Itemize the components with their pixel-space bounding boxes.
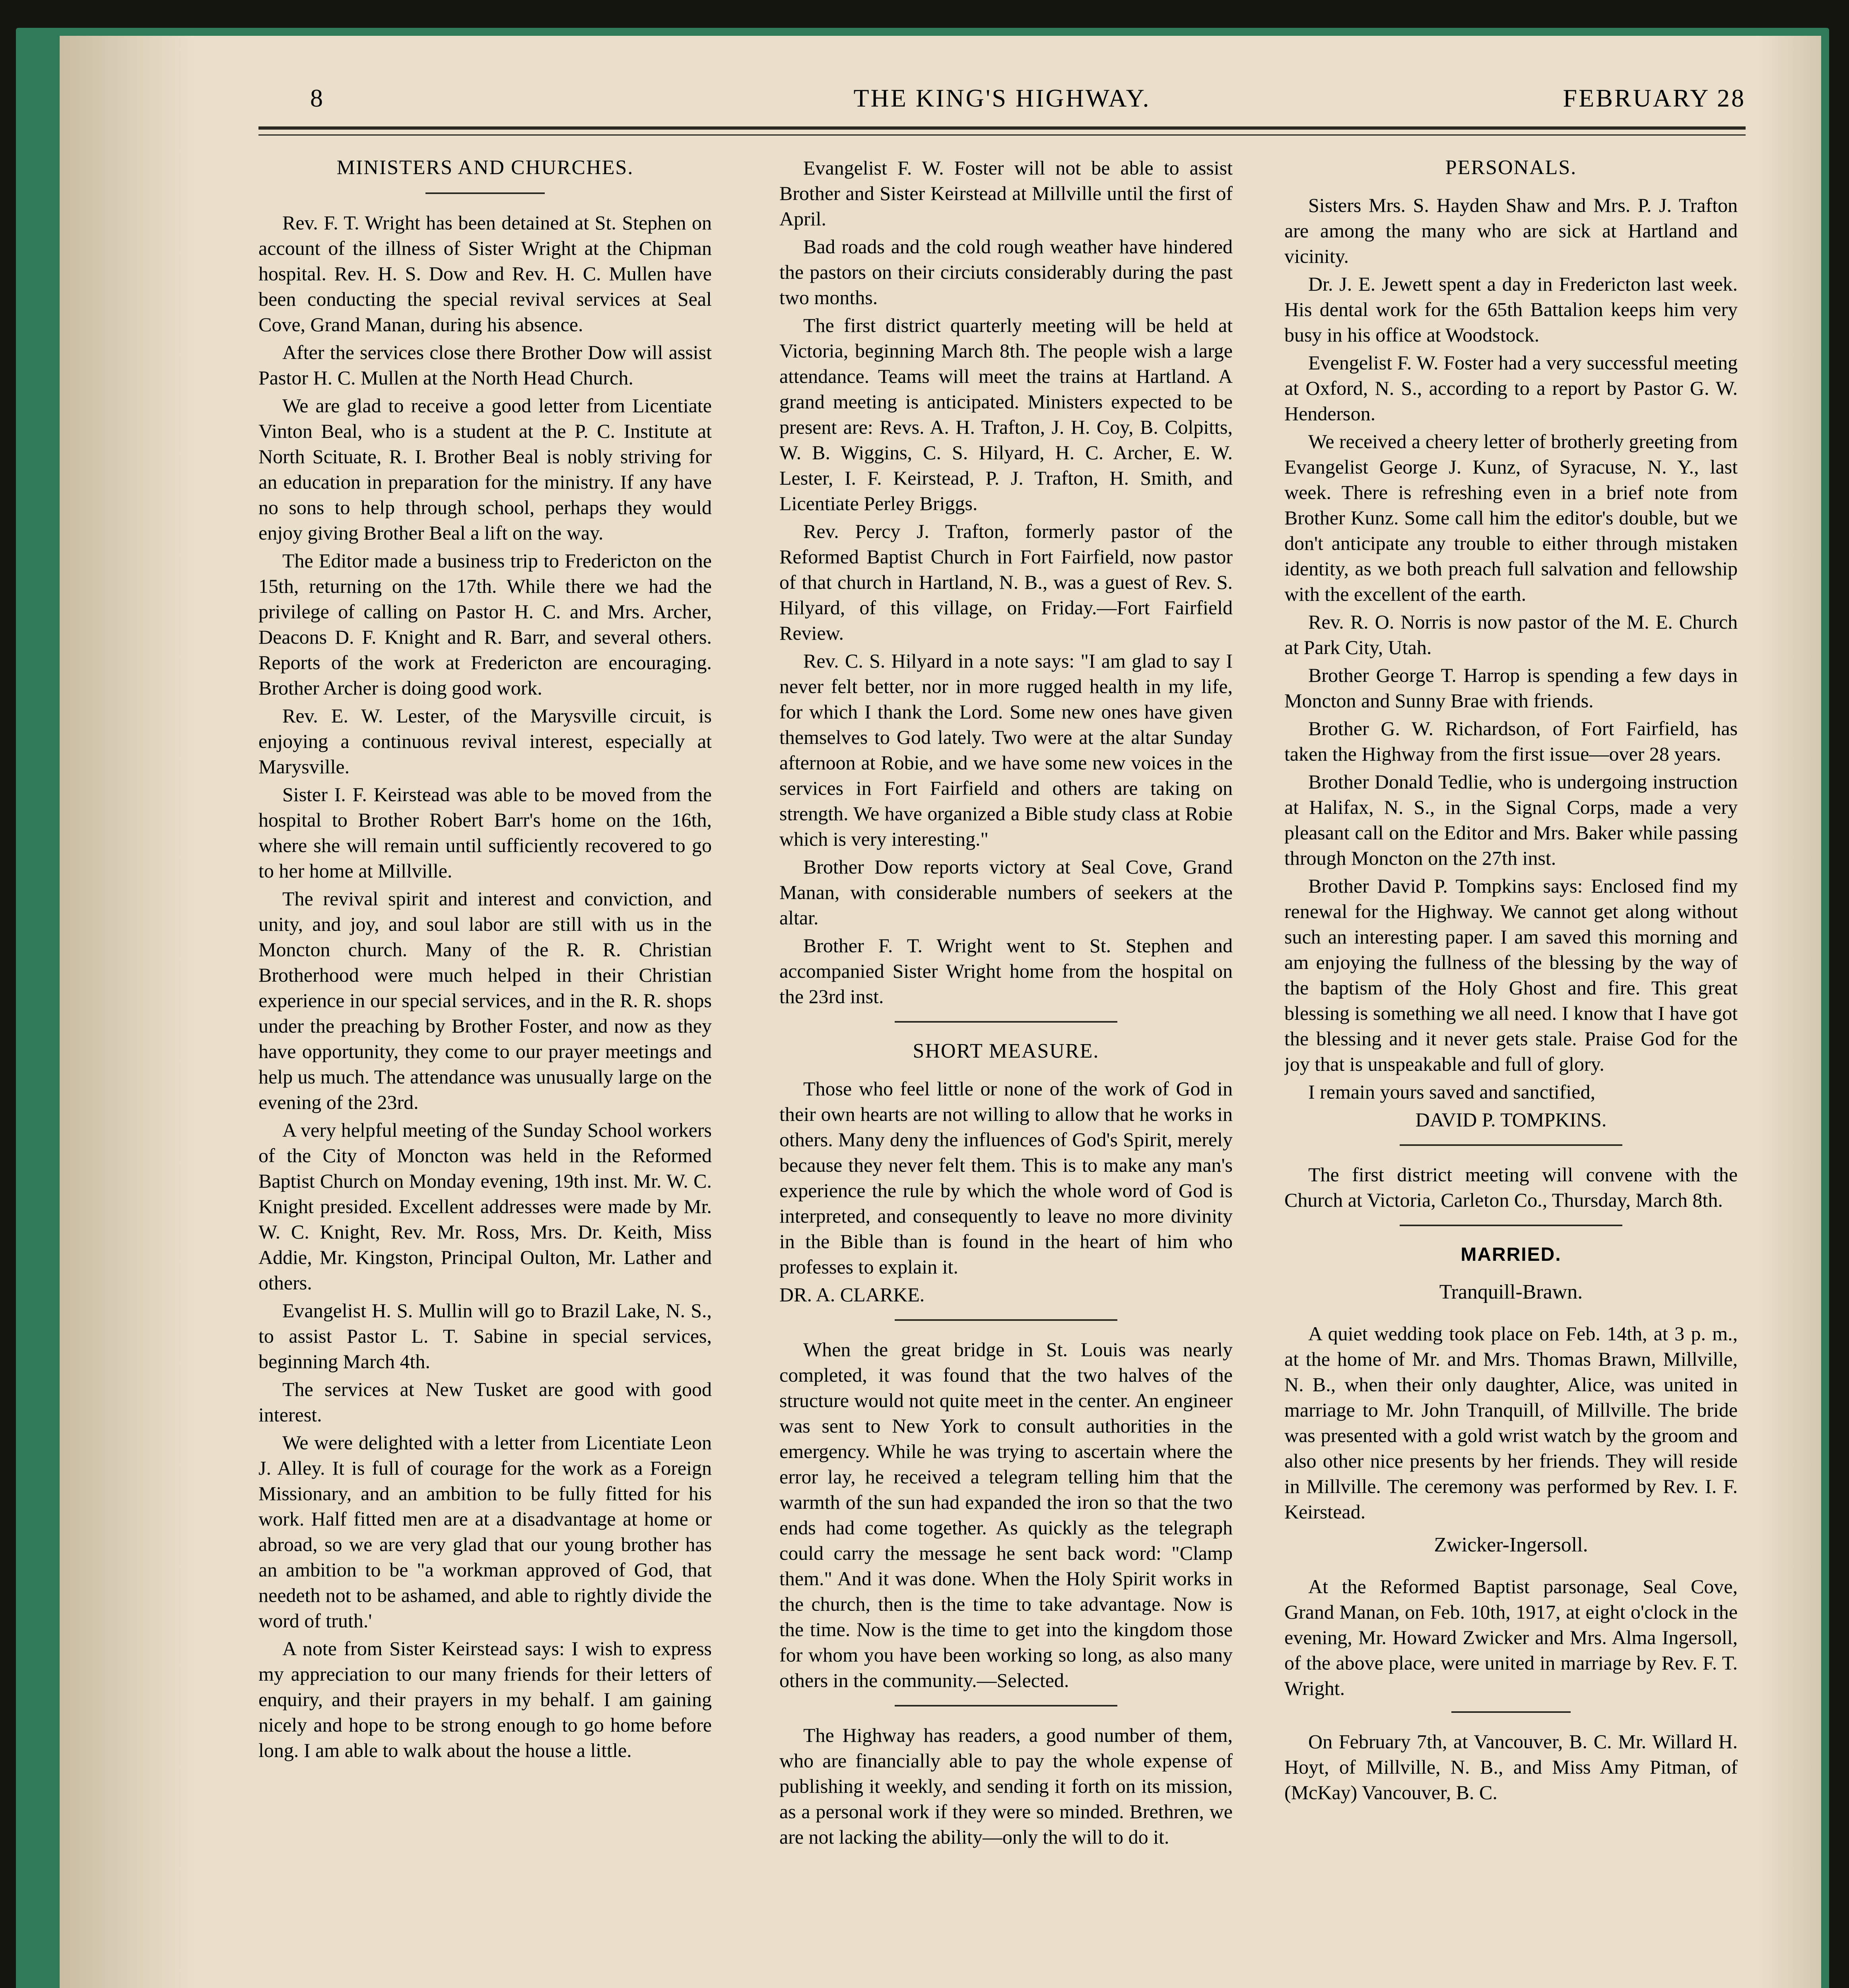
section-divider bbox=[895, 1319, 1117, 1321]
article-paragraph: Evangelist F. W. Foster will not be able to assist Brother and Sister Keirstead at Millville until the first of April. bbox=[779, 157, 1233, 230]
article-paragraph: Brother Donald Tedlie, who is undergoing instruction at Halifax, N. S., in the Signal Corps, made a very pleasant call on the Editor and Mrs. Baker while passing through Moncton on the 27th inst. bbox=[1284, 771, 1738, 869]
section-divider bbox=[895, 1021, 1117, 1023]
article-paragraph: A note from Sister Keirstead says: I wish to express my appreciation to our many friends for their letters of enquiry, and their prayers in my behalf. I am gaining nicely and hope to be strong enough to go home before long. I am able to walk about the house a little. bbox=[258, 1637, 712, 1761]
article-paragraph: We received a cheery letter of brotherly greeting from Evangelist George J. Kunz, of Syracuse, N. Y., last week. There is refreshing even in a brief note from Brother Kunz. Some call him the editor's double, but we don't anticipate any trouble to either through mistaken identity, as we both preach full salvation and fellowship with the excellent of the earth. bbox=[1284, 430, 1738, 605]
article-paragraph: Evangelist H. S. Mullin will go to Brazil Lake, N. S., to assist Pastor L. T. Sabine in special services, beginning March 4th. bbox=[258, 1299, 712, 1373]
newspaper-title: THE KING'S HIGHWAY. bbox=[853, 84, 1151, 112]
letter-closing: I remain yours saved and sanctified, bbox=[1308, 1081, 1595, 1103]
article-paragraph: Those who feel little or none of the work of God in their own hearts are not willing to allow that he works in others. Many deny the influences of God's Spirit, merely because they never felt them. This is to make any man's experience the rule by which the whole word of God is interpreted, and consequently to leave no more divinity in the Bible than is found in the heart of him who professes to explain it. bbox=[779, 1077, 1233, 1278]
section-heading-married: MARRIED. bbox=[1461, 1244, 1562, 1265]
section-heading-ministers: MINISTERS AND CHURCHES. bbox=[336, 156, 634, 179]
article-signature: DR. A. CLARKE. bbox=[779, 1283, 925, 1306]
page-edge bbox=[1758, 36, 1821, 1988]
section-divider bbox=[1451, 1711, 1571, 1713]
article-paragraph: A quiet wedding took place on Feb. 14th, at 3 p. m., at the home of Mr. and Mrs. Thomas Brawn, Millville, N. B., when their only daughter, Alice, was united in marriage to Mr. John Tranquill, of Millville. The bride was presented with a gold wrist watch by the groom and also other nice presents by her friends. They will reside in Millville. The ceremony was performed by Rev. I. F. Keirstead. bbox=[1284, 1322, 1738, 1523]
wedding-title: Tranquill-Brawn. bbox=[1439, 1281, 1583, 1303]
article-paragraph: Bad roads and the cold rough weather have hindered the pastors on their circiuts considerably during the past two months. bbox=[779, 235, 1233, 309]
article-paragraph: At the Reformed Baptist parsonage, Seal Cove, Grand Manan, on Feb. 10th, 1917, at eight o'clock in the evening, Mr. Howard Zwicker and Mrs. Alma Ingersoll, of the above place, were united in marriage by Rev. F. T. Wright. bbox=[1284, 1575, 1738, 1699]
article-paragraph: Brother George T. Harrop is spending a few days in Moncton and Sunny Brae with friends. bbox=[1284, 664, 1738, 712]
issue-date: FEBRUARY 28 bbox=[1563, 84, 1746, 112]
article-paragraph: The revival spirit and interest and conviction, and unity, and joy, and soul labor are still with us in the Moncton church. Many of the R. R. Christian Brotherhood were much helped in their Christian experience in our special services, and in the R. R. shops under the preaching by Brother Foster, and now as they have opportunity, they come to our prayer meetings and help us much. The attendance was unusually large on the evening of the 23rd. bbox=[258, 887, 712, 1113]
article-paragraph: On February 7th, at Vancouver, B. C. Mr. Willard H. Hoyt, of Millville, N. B., and Miss Amy Pitman, of (McKay) Vancouver, B. C. bbox=[1284, 1730, 1738, 1804]
article-paragraph: Rev. C. S. Hilyard in a note says: "I am glad to say I never felt better, nor in more rugged health in my life, for which I thank the Lord. Some new ones have given themselves to God lately. Two were at the altar Sunday afternoon at Robie, and we have some new voices in the services in Fort Fairfield and others are taking on strength. We have organized a Bible study class at Robie which is very interesting." bbox=[779, 650, 1233, 850]
article-paragraph: Rev. R. O. Norris is now pastor of the M. E. Church at Park City, Utah. bbox=[1284, 611, 1738, 658]
section-heading-personals: PERSONALS. bbox=[1445, 156, 1577, 179]
masthead-rule-thin bbox=[258, 134, 1746, 136]
article-paragraph: When the great bridge in St. Louis was nearly completed, it was found that the two halves of the structure would not quite meet in the center. An engineer was sent to New York to consult authorities in the emergency. While he was trying to ascertain where the error lay, he received a telegram telling him that the warmth of the sun had expanded the iron so that the two ends had come together. As quickly as the telegraph could carry the message he sent back word: "Clamp them." And it was done. When the Holy Spirit works in the church, then is the time to take advantage. Now is the time. Now is the time to get into the kingdom those for whom you have been working so long, as also many others in the community.—Selected. bbox=[779, 1338, 1233, 1691]
article-paragraph: Dr. J. E. Jewett spent a day in Fredericton last week. His dental work for the 65th Battalion keeps him very busy in his office at Woodstock. bbox=[1284, 273, 1738, 346]
article-paragraph: The Highway has readers, a good number of them, who are financially able to pay the whole expense of publishing it weekly, and sending it forth on its mission, as a personal work if they were so minded. Brethren, we are not lacking the ability—only the will to do it. bbox=[779, 1724, 1233, 1848]
page-gutter bbox=[60, 36, 195, 1988]
article-paragraph: The first district meeting will convene with the Church at Victoria, Carleton Co., Thursday, March 8th. bbox=[1284, 1163, 1738, 1211]
article-paragraph: We are glad to receive a good letter from Licentiate Vinton Beal, who is a student at the P. C. Institute at North Scituate, R. I. Brother Beal is nobly striving for an education in preparation for the ministry. If any have no sons to help through school, perhaps they would enjoy giving Brother Beal a lift on the way. bbox=[258, 394, 712, 544]
article-paragraph: The services at New Tusket are good with good interest. bbox=[258, 1378, 712, 1426]
section-divider bbox=[1400, 1225, 1622, 1226]
article-paragraph: Rev. E. W. Lester, of the Marysville circuit, is enjoying a continuous revival interest, especially at Marysville. bbox=[258, 705, 712, 778]
article-paragraph: Brother F. T. Wright went to St. Stephen and accompanied Sister Wright home from the hospital on the 23rd inst. bbox=[779, 934, 1233, 1008]
article-paragraph: Sisters Mrs. S. Hayden Shaw and Mrs. P. J. Trafton are among the many who are sick at Hartland and vicinity. bbox=[1284, 194, 1738, 267]
article-paragraph: Sister I. F. Keirstead was able to be moved from the hospital to Brother Robert Barr's home on the 16th, where she will remain until sufficiently recovered to go to her home at Millville. bbox=[258, 783, 712, 882]
column-middle bbox=[779, 155, 1233, 1988]
section-divider bbox=[1400, 1144, 1622, 1146]
article-signature: DAVID P. TOMPKINS. bbox=[1415, 1109, 1607, 1131]
article-paragraph: The first district quarterly meeting will be held at Victoria, beginning March 8th. The people wish a large attendance. Teams will meet the trains at Hartland. A grand meeting is anticipated. Ministers expected to be present are: Revs. A. H. Trafton, J. H. Coy, B. Colpitts, W. B. Wiggins, C. S. Hilyard, H. C. Archer, E. W. Lester, I. F. Keirstead, P. J. Trafton, H. Smith, and Licentiate Perley Briggs. bbox=[779, 314, 1233, 514]
article-paragraph: Rev. F. T. Wright has been detained at St. Stephen on account of the illness of Sister Wright at the Chipman hospital. Rev. H. S. Dow and Rev. H. C. Mullen have been conducting the special revival services at Seal Cove, Grand Manan, during his absence. bbox=[258, 212, 712, 336]
article-paragraph: The Editor made a business trip to Fredericton on the 15th, returning on the 17th. While there we had the privilege of calling on Pastor H. C. and Mrs. Archer, Deacons D. F. Knight and R. Barr, and several others. Reports of the work at Fredericton are encouraging. Brother Archer is doing good work. bbox=[258, 549, 712, 699]
article-paragraph: A very helpful meeting of the Sunday School workers of the City of Moncton was held in the Reformed Baptist Church on Monday evening, 19th inst. Mr. W. C. Knight presided. Excellent addresses were made by Mr. W. C. Knight, Rev. Mr. Ross, Mrs. Dr. Keith, Miss Addie, Mr. Kingston, Principal Oulton, Mr. Lather and others. bbox=[258, 1119, 712, 1294]
wedding-title: Zwicker-Ingersoll. bbox=[1434, 1534, 1588, 1556]
article-paragraph: Brother David P. Tompkins says: Enclosed find my renewal for the Highway. We cannot get along without such an interesting paper. I am saved this morning and am enjoying the fullness of the blessing by the way of the baptism of the Holy Ghost and fire. This great blessing is something we all need. I know that I have got the blessing and it never gets stale. Praise God for the joy that is unspeakable and full of glory. bbox=[1284, 875, 1738, 1075]
page-number: 8 bbox=[310, 84, 324, 112]
section-divider bbox=[425, 192, 545, 194]
article-paragraph: Rev. Percy J. Trafton, formerly pastor of the Reformed Baptist Church in Fort Fairfield, now pastor of that church in Hartland, N. B., was a guest of Rev. S. Hilyard, of this village, on Friday.—Fort Fairfield Review. bbox=[779, 520, 1233, 644]
masthead bbox=[258, 83, 1746, 127]
section-heading-short-measure: SHORT MEASURE. bbox=[913, 1040, 1099, 1062]
article-paragraph: Brother Dow reports victory at Seal Cove, Grand Manan, with considerable numbers of seekers at the altar. bbox=[779, 856, 1233, 929]
column-ministers-and-churches bbox=[258, 155, 712, 1988]
column-personals bbox=[1284, 155, 1738, 1988]
article-paragraph: Evengelist F. W. Foster had a very successful meeting at Oxford, N. S., according to a report by Pastor G. W. Henderson. bbox=[1284, 351, 1738, 425]
article-paragraph: Brother G. W. Richardson, of Fort Fairfield, has taken the Highway from the first issue—over 28 years. bbox=[1284, 717, 1738, 765]
masthead-rule-thick bbox=[258, 126, 1746, 130]
section-divider bbox=[895, 1705, 1117, 1706]
article-paragraph: We were delighted with a letter from Licentiate Leon J. Alley. It is full of courage for the work as a Foreign Missionary, and an ambition to be fully fitted for his work. Half fitted men are at a disadvantage at home or abroad, so we are very glad that our young brother has an ambition to be "a workman approved of God, that needeth not to be ashamed, and able to rightly divide the word of truth.' bbox=[258, 1431, 712, 1632]
article-paragraph: After the services close there Brother Dow will assist Pastor H. C. Mullen at the North Head Church. bbox=[258, 341, 712, 389]
